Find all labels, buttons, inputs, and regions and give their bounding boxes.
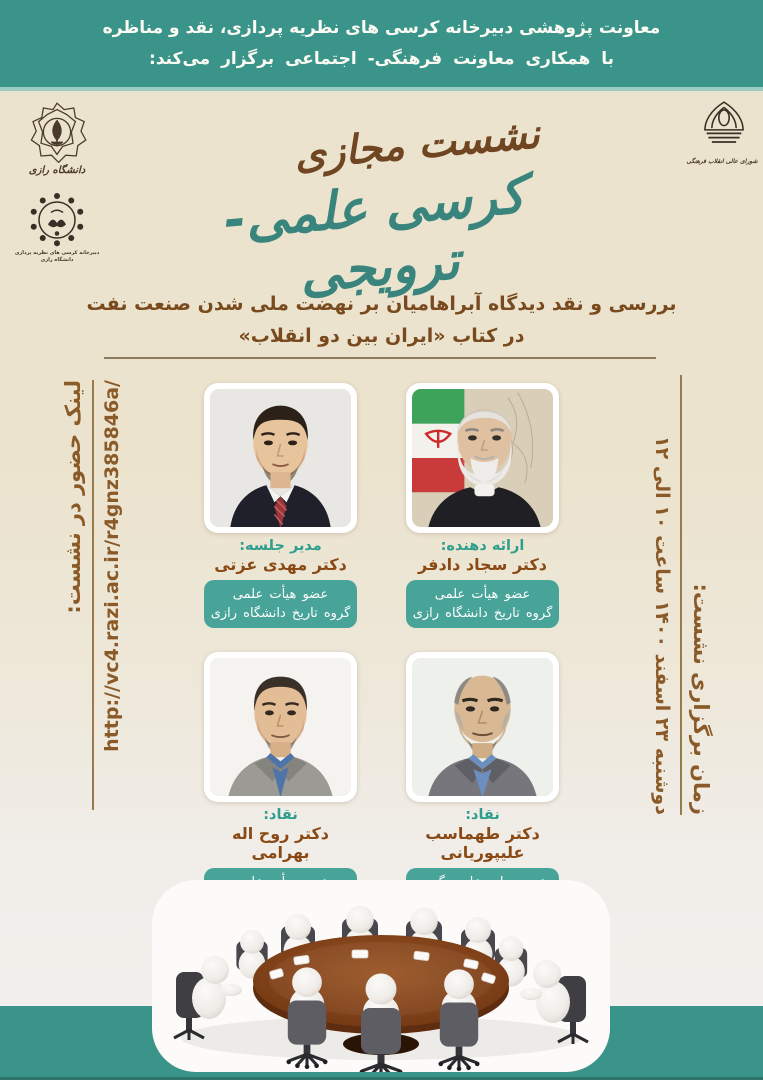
portrait-rouhollah-bahrami (210, 658, 351, 796)
speaker-cards (204, 383, 560, 935)
session-time-label: زمان برگزاری نشست: (680, 375, 719, 815)
title-virtual-session: نشست مجازی (292, 111, 542, 179)
role-label: نقاد: (465, 807, 500, 823)
card-presenter (406, 383, 559, 628)
secretariat-logo-icon (24, 190, 90, 250)
header-line2: با همکاری معاونت فرهنگی- اجتماعی برگزار می‌کند: (149, 48, 614, 69)
affiliation-line1: عضو هیأت علمی (434, 587, 531, 602)
card-session-chair (204, 383, 357, 628)
join-link-sidebar (55, 380, 131, 810)
portrait-sajjad-dadfar (412, 389, 553, 527)
header-line1: معاونت پژوهشی دبیرخانه کرسی های نظریه پردازی، نقد و مناظره (102, 17, 661, 38)
affiliation-line1: عضو هیأت علمی (232, 587, 329, 602)
razi-logo-caption: دانشگاه رازی (28, 165, 86, 176)
join-link-label: لینک حضور در نشست: (55, 380, 94, 810)
council-logo-caption: شورای عالی انقلاب فرهنگی (686, 158, 758, 165)
portrait-mehdi-ezzati (210, 389, 351, 527)
title-scientific-chair: کرسی علمی-ترویجی (221, 165, 528, 305)
session-topic-line2: در کتاب «ایران بین دو انقلاب» (238, 325, 525, 347)
session-topic-line1: بررسی و نقد دیدگاه آبراهامیان بر نهضت ملی شدن صنعت نفت (86, 293, 677, 315)
photo-frame (204, 652, 357, 802)
photo-frame (406, 383, 559, 533)
header-band (0, 0, 763, 87)
person-name: دکتر مهدی عزتی (214, 555, 347, 574)
affiliation-line2: گروه تاریخ دانشگاه رازی (210, 606, 351, 621)
meeting-illustration (152, 880, 610, 1072)
role-label: نقاد: (263, 807, 298, 823)
person-name: دکتر طهماسب علیپوریانی (425, 824, 540, 862)
join-link-url[interactable]: http://vc4.razi.ac.ir/r4gnz385846a/ (101, 380, 123, 752)
session-time-sidebar (643, 375, 719, 815)
photo-frame (406, 652, 559, 802)
portrait-tahmasb-alipouriani (412, 658, 553, 796)
person-name: دکتر روح اله بهرامی (231, 824, 330, 862)
session-topic (40, 288, 723, 352)
razi-university-logo-icon (22, 100, 92, 164)
session-time-value: دوشنبه ۲۳ اسفند ۱۴۰۰ ساعت ۱۰ الی ۱۲ (651, 436, 673, 815)
affiliation-line2: گروه تاریخ دانشگاه رازی (412, 606, 553, 621)
subtitle-divider (104, 357, 656, 359)
council-logo-icon (698, 100, 750, 158)
affiliation-band (204, 580, 357, 628)
header-divider (0, 87, 763, 91)
secretariat-logo-caption: دبیرخانه کرسی های نظریه پردازی دانشگاه رازی (14, 250, 100, 263)
photo-frame (204, 383, 357, 533)
role-label: مدیر جلسه: (239, 538, 322, 554)
role-label: ارائه دهنده: (440, 538, 525, 554)
affiliation-band (406, 580, 559, 628)
person-name: دکتر سجاد دادفر (418, 555, 547, 574)
